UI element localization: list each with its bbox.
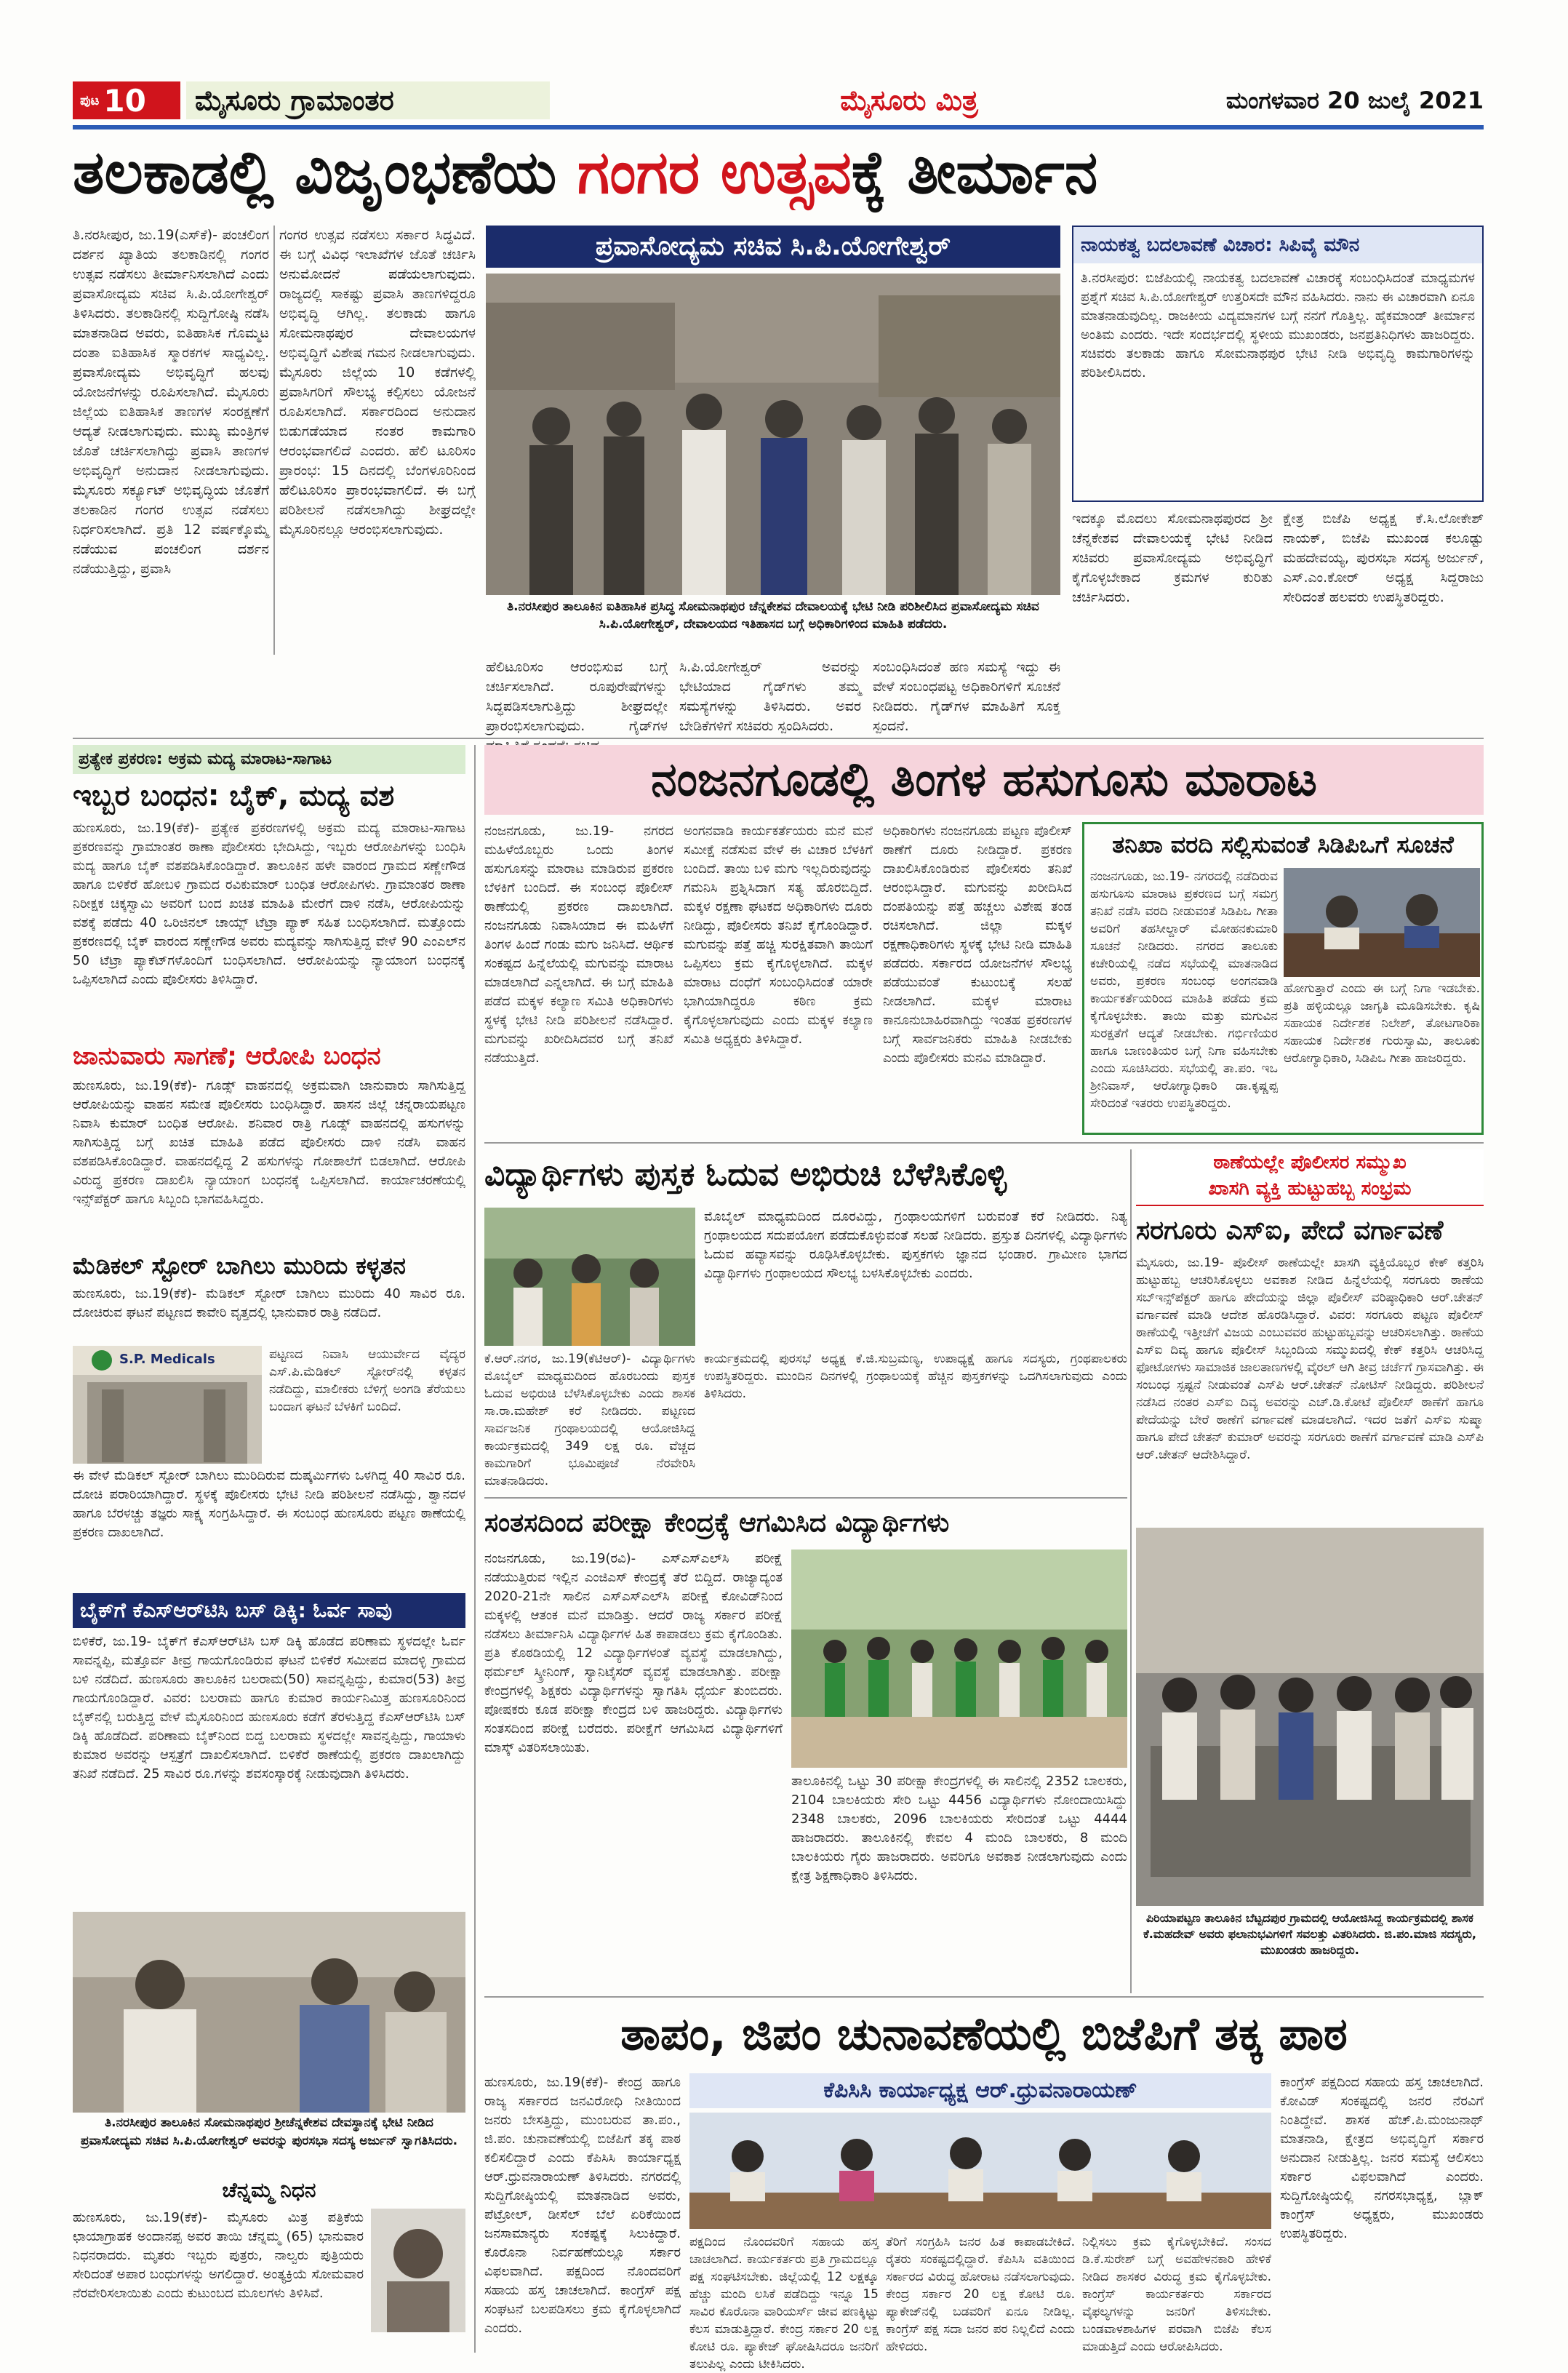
temple-visit-photo <box>486 274 1060 595</box>
lead-col-1: ತಿ.ನರಸೀಪುರ, ಜು.19(ಎಸ್‌ಕೆ)- ಪಂಚಲಿಂಗ ದರ್ಶನ ಖ್ಯಾತಿಯ ತಲಕಾಡಿನಲ್ಲಿ ಗಂಗರ ಉತ್ಸವ ನಡೆಸಲು ತೀರ್ಮಾನಿಸಲಾಗಿದೆ ಎಂದು ಪ್ರವಾಸೋದ್ಯಮ ಸಚಿವ ಸಿ.ಪಿ.ಯೋಗೇಶ್ವರ್ ತಿಳಿಸಿದರು. ತಲಕಾಡಿನಲ್ಲಿ ಸುದ್ದಿಗೋಷ್ಠಿ ನಡೆಸಿ ಮಾತನಾಡಿದ ಅವರು, ಐತಿಹಾಸಿಕ ಗೊಮ್ಮಟ ದಂತಾ ಐತಿಹಾಸಿಕ ಸ್ಮಾರಕಗಳ ಸಾಧ್ಯವಿಲ್ಲ. ಪ್ರವಾಸೋದ್ಯಮ ಅಭಿವೃದ್ಧಿಗೆ ಹಲವು ಯೋಜನೆಗಳನ್ನು ರೂಪಿಸಲಾಗಿದೆ. ಮೈಸೂರು ಜಿಲ್ಲೆಯ ಐತಿಹಾಸಿಕ ತಾಣಗಳ ಸಂರಕ್ಷಣೆಗೆ ಆದ್ಯತೆ ನೀಡಲಾಗುವುದು. ಮುಖ್ಯ ಮಂತ್ರಿಗಳ ಜೊತೆ ಚರ್ಚಿಸಲಾಗಿದ್ದು ಪ್ರವಾಸಿ ತಾಣಗಳ ಅಭಿವೃದ್ಧಿಗೆ ಅನುದಾನ ನೀಡಲಾಗುವುದು. ಮೈಸೂರು ಸರ್ಕ್ಯೂಟ್ ಅಭಿವೃದ್ಧಿಯ ಜೊತೆಗೆ ತಲಕಾಡಿನ ಗಂಗರ ಉತ್ಸವ ನಡೆಸಲು ನಿರ್ಧರಿಸಲಾಗಿದೆ. ಪ್ರತಿ 12 ವರ್ಷಕ್ಕೊಮ್ಮೆ ನಡೆಯುವ ಪಂಚಲಿಂಗ ದರ್ಶನ ನಡೆಯುತ್ತಿದ್ದು, ಪ್ರವಾಸಿ <box>73 227 269 577</box>
congress-col-5: ಕಾಂಗ್ರೆಸ್ ಪಕ್ಷದಿಂದ ಸಹಾಯ ಹಸ್ತ ಚಾಚಲಾಗಿದೆ. ಕೋವಿಡ್ ಸಂಕಷ್ಟದಲ್ಲಿ ಜನರ ನೆರವಿಗೆ ನಿಂತಿದ್ದೇವೆ. ಶಾಸಕ ಹೆಚ್.ಪಿ.ಮಂಜುನಾಥ್ ಮಾತನಾಡಿ, ಕ್ಷೇತ್ರದ ಅಭಿವೃದ್ಧಿಗೆ ಸರ್ಕಾರ ಅನುದಾನ ನೀಡುತ್ತಿಲ್ಲ. ಜನರ ಸಮಸ್ಯೆ ಆಲಿಸಲು ಸರ್ಕಾರ ವಿಫಲವಾಗಿದೆ ಎಂದರು. ಸುದ್ದಿಗೋಷ್ಠಿಯಲ್ಲಿ ನಗರಸಭಾಧ್ಯಕ್ಷ, ಬ್ಲಾಕ್ ಕಾಂಗ್ರೆಸ್ ಅಧ್ಯಕ್ಷರು, ಮುಖಂಡರು ಉಪಸ್ಥಿತರಿದ್ದರು. <box>1280 2075 1484 2241</box>
reading-body-2: ಕೆ.ಆರ್.ನಗರ, ಜು.19(ಕೆಟಿಆರ್)- ವಿದ್ಯಾರ್ಥಿಗಳು ಮೊಬೈಲ್ ಮಾಧ್ಯಮದಿಂದ ಹೊರಬಂದು ಪುಸ್ತಕ ಓದುವ ಅಭಿರುಚಿ ಬೆಳೆಸಿಕೊಳ್ಳಬೇಕು ಎಂದು ಶಾಸಕ ಸಾ.ರಾ.ಮಹೇಶ್ ಕರೆ ನೀಡಿದರು. ಪಟ್ಟಣದ ಸಾರ್ವಜನಿಕ ಗ್ರಂಥಾಲಯದಲ್ಲಿ ಆಯೋಜಿಸಿದ್ದ ಕಾರ್ಯಕ್ರಮದಲ್ಲಿ 349 ಲಕ್ಷ ರೂ. ವೆಚ್ಚದ ಕಾಮಗಾರಿಗೆ ಭೂಮಿಪೂಜೆ ನೆರವೇರಿಸಿ ಮಾತನಾಡಿದರು. <box>484 1352 695 1488</box>
page-number-box <box>73 81 180 119</box>
lead-photo-caption: ತಿ.ನರಸೀಪುರ ತಾಲೂಕಿನ ಐತಿಹಾಸಿಕ ಪ್ರಸಿದ್ಧ ಸೋಮನಾಥಪುರ ಚೆನ್ನಕೇಶವ ದೇವಾಲಯಕ್ಕೆ ಭೇಟಿ ನೀಡಿ ಪರಿಶೀಲಿಸಿದ ಪ್ರವಾಸೋದ್ಯಮ ಸಚಿವ ಸಿ.ಪಿ.ಯೋಗೇಶ್ವರ್, ದೇವಾಲಯದ ಇತಿಹಾಸದ ಬಗ್ಗೆ ಅಧಿಕಾರಿಗಳಿಂದ ಮಾಹಿತಿ ಪಡೆದರು. <box>507 599 1039 631</box>
exam-headline: ಸಂತಸದಿಂದ ಪರೀಕ್ಷಾ ಕೇಂದ್ರಕ್ಕೆ ಆಗಮಿಸಿದ ವಿದ್ಯಾರ್ಥಿಗಳು <box>484 1508 950 1538</box>
congress-sub: ಕೆಪಿಸಿಸಿ ಕಾರ್ಯಾಧ್ಯಕ್ಷ ಆರ್.ಧ್ರುವನಾರಾಯಣ್ <box>689 2073 1271 2108</box>
cdpo-headline: ತನಿಖಾ ವರದಿ ಸಲ್ಲಿಸುವಂತೆ ಸಿಡಿಪಿಒಗೆ ಸೂಚನೆ <box>1112 831 1454 858</box>
bike-story-body: ಹುಣಸೂರು, ಜು.19(ಕೆಕೆ)- ಪ್ರತ್ಯೇಕ ಪ್ರಕರಣಗಳಲ್ಲಿ ಅಕ್ರಮ ಮದ್ಯ ಮಾರಾಟ-ಸಾಗಾಟ ಪ್ರಕರಣವನ್ನು ಗ್ರಾಮಾಂತರ ಠಾಣಾ ಪೊಲೀಸರು ಭೇದಿಸಿದ್ದು, ಇಬ್ಬರು ಆರೋಪಿಗಳನ್ನು ಬಂಧಿಸಿ ಮದ್ಯ ಹಾಗೂ ಬೈಕ್ ವಶಪಡಿಸಿಕೊಂಡಿದ್ದಾರೆ. ತಾಲೂಕಿನ ಹಳೇ ವಾರಂದ ಗ್ರಾಮದ ಸಣ್ಣೇಗೌಡ ಹಾಗೂ ಬಿಳಿಕೆರೆ ಹೋಬಳಿ ಗ್ರಾಮದ ರವಿಕುಮಾರ್ ಬಂಧಿತ ಆರೋಪಿಗಳು. ಗ್ರಾಮಾಂತರ ಠಾಣಾ ನಿರೀಕ್ಷಕ ಚಿಕ್ಕಸ್ವಾಮಿ ಅವರಿಗೆ ಬಂದ ಖಚಿತ ಮಾಹಿತಿ ಮೇರೆಗೆ ದಾಳಿ ನಡೆಸಿ, ಆರೋಪಿಯನ್ನು ವಶಕ್ಕೆ ಪಡೆದು 40 ಒರಿಜಿನಲ್ ಚಾಯ್ಸ್ ಟೆಟ್ರಾ ಪ್ಯಾಕ್ ಸಹಿತ ಬಂಧಿಸಲಾಗಿದೆ. ಮತ್ತೊಂದು ಪ್ರಕರಣದಲ್ಲಿ ಬೈಕ್ ವಾರಂದ ಸಣ್ಣೇಗೌಡ ಅವರು ಮದ್ಯವನ್ನು ಸಾಗಿಸುತ್ತಿದ್ದ ವೇಳೆ 90 ಎಂಎಲ್‌ನ 50 ಟೆಟ್ರಾ ಪ್ಯಾಕೆಟ್‌ಗಳೊಂದಿಗೆ ಬಂಧಿಸಲಾಗಿದೆ. ಆರೋಪಿಯನ್ನು ನ್ಯಾಯಾಂಗ ಬಂಧನಕ್ಕೆ ಒಪ್ಪಿಸಲಾಗಿದೆ ಎಂದು ಪೊಲೀಸರು ತಿಳಿಸಿದ್ದಾರೆ. <box>73 821 465 987</box>
reading-headline: ವಿದ್ಯಾರ್ಥಿಗಳು ಪುಸ್ತಕ ಓದುವ ಅಭಿರುಚಿ ಬೆಳೆಸಿಕೊಳ್ಳಿ <box>484 1156 1007 1193</box>
lead-headline-c: ಕ್ಕೆ ತೀರ್ಮಾನ <box>851 138 1098 207</box>
nanjangud-headline: ನಂಜನಗೂಡಲ್ಲಿ ತಿಂಗಳ ಹಸುಗೂಸು ಮಾರಾಟ <box>484 745 1484 815</box>
police-headline: ಸರಗೂರು ಎಸ್‌ಐ, ಪೇದೆ ವರ್ಗಾವಣೆ <box>1136 1216 1444 1245</box>
sidebar-top-body: ತಿ.ನರಸೀಪುರ: ಬಿಜೆಪಿಯಲ್ಲಿ ನಾಯಕತ್ವ ಬದಲಾವಣೆ ವಿಚಾರಕ್ಕೆ ಸಂಬಂಧಿಸಿದಂತೆ ಮಾಧ್ಯಮಗಳ ಪ್ರಶ್ನೆಗೆ ಸಚಿವ ಸಿ.ಪಿ.ಯೋಗೇಶ್ವರ್ ಉತ್ತರಿಸದೇ ಮೌನ ವಹಿಸಿದರು. ನಾನು ಈ ವಿಚಾರವಾಗಿ ಏನೂ ಮಾತನಾಡುವುದಿಲ್ಲ. ರಾಜಕೀಯ ವಿದ್ಯಮಾನಗಳ ಬಗ್ಗೆ ನನಗೆ ಗೊತ್ತಿಲ್ಲ. ಹೈಕಮಾಂಡ್ ತೀರ್ಮಾನ ಅಂತಿಮ ಎಂದರು. ಇದೇ ಸಂದರ್ಭದಲ್ಲಿ ಸ್ಥಳೀಯ ಮುಖಂಡರು, ಜನಪ್ರತಿನಿಧಿಗಳು ಹಾಜರಿದ್ದರು. ಸಚಿವರು ತಲಕಾಡು ಹಾಗೂ ಸೋಮನಾಥಪುರ ಭೇಟಿ ನೀಡಿ ಅಭಿವೃದ್ಧಿ ಕಾಮಗಾರಿಗಳನ್ನು ಪರಿಶೀಲಿಸಿದರು. <box>1081 271 1475 380</box>
exam-students-image <box>791 1550 1127 1768</box>
medical-story-body: ಈ ವೇಳೆ ಮೆಡಿಕಲ್ ಸ್ಟೋರ್ ಬಾಗಿಲು ಮುರಿದಿರುವ ದುಷ್ಕರ್ಮಿಗಳು ಒಳಗಿದ್ದ 40 ಸಾವಿರ ರೂ. ದೋಚಿ ಪರಾರಿಯಾಗಿದ್ದಾರೆ. ಸ್ಥಳಕ್ಕೆ ಪೊಲೀಸರು ಭೇಟಿ ನೀಡಿ ಪರಿಶೀಲನೆ ನಡೆಸಿದ್ದು, ಶ್ವಾನದಳ ಹಾಗೂ ಬೆರಳಚ್ಚು ತಜ್ಞರು ಸಾಕ್ಷ್ಯ ಸಂಗ್ರಹಿಸಿದ್ದಾರೆ. ಈ ಸಂಬಂಧ ಹುಣಸೂರು ಪಟ್ಟಣ ಠಾಣೆಯಲ್ಲಿ ಪ್ರಕರಣ ದಾಖಲಾಗಿದೆ. <box>73 1468 465 1540</box>
lead-col-5: ಸಂಬಂಧಿಸಿದಂತೆ ಹಣ ಸಮಸ್ಯೆ ಇದ್ದು ಈ ವೇಳೆ ಸಂಬಂಧಪಟ್ಟ ಅಧಿಕಾರಿಗಳಿಗೆ ಸೂಚನೆ ನೀಡಿದರು. ಗೈಡ್‌ಗಳ ಮಾಹಿತಿಗೆ ಸೂಕ್ತ ಸ್ಪಂದನೆ. <box>873 659 1060 734</box>
obituary-photo <box>371 2209 465 2332</box>
congress-col-1: ಹುಣಸೂರು, ಜು.19(ಕೆಕೆ)- ಕೇಂದ್ರ ಹಾಗೂ ರಾಜ್ಯ ಸರ್ಕಾರದ ಜನವಿರೋಧಿ ನೀತಿಯಿಂದ ಜನರು ಬೇಸತ್ತಿದ್ದು, ಮುಂಬರುವ ತಾ.ಪಂ., ಜಿ.ಪಂ. ಚುನಾವಣೆಯಲ್ಲಿ ಬಿಜೆಪಿಗೆ ತಕ್ಕ ಪಾಠ ಕಲಿಸಲಿದ್ದಾರೆ ಎಂದು ಕೆಪಿಸಿಸಿ ಕಾರ್ಯಾಧ್ಯಕ್ಷ ಆರ್.ಧ್ರುವನಾರಾಯಣ್ ತಿಳಿಸಿದರು. ನಗರದಲ್ಲಿ ಸುದ್ದಿಗೋಷ್ಠಿಯಲ್ಲಿ ಮಾತನಾಡಿದ ಅವರು, ಪೆಟ್ರೋಲ್, ಡೀಸೆಲ್ ಬೆಲೆ ಏರಿಕೆಯಿಂದ ಜನಸಾಮಾನ್ಯರು ಸಂಕಷ್ಟಕ್ಕೆ ಸಿಲುಕಿದ್ದಾರೆ. ಕೊರೊನಾ ನಿರ್ವಹಣೆಯಲ್ಲೂ ಸರ್ಕಾರ ವಿಫಲವಾಗಿದೆ. ಪಕ್ಷದಿಂದ ನೊಂದವರಿಗೆ ಸಹಾಯ ಹಸ್ತ ಚಾಚಲಾಗಿದೆ. ಕಾಂಗ್ರೆಸ್ ಪಕ್ಷ ಸಂಘಟನೆ ಬಲಪಡಿಸಲು ಕ್ರಮ ಕೈಗೊಳ್ಳಲಾಗಿದೆ ಎಂದರು. <box>484 2075 681 2336</box>
paper-name: ಮೈಸೂರು ಮಿತ್ರ <box>840 84 978 116</box>
section-rule-2 <box>484 1142 1484 1144</box>
congress-headline: ತಾಪಂ, ಜಿಪಂ ಚುನಾವಣೆಯಲ್ಲಿ ಬಿಜೆಪಿಗೆ ತಕ್ಕ ಪಾಠ <box>620 2007 1348 2060</box>
lead-headline-a: ತಲಕಾಡಲ್ಲಿ ವಿಜೃಂಭಣೆಯ <box>73 138 577 207</box>
welcome-image <box>73 1912 465 2113</box>
nanjangud-col-3: ಅಧಿಕಾರಿಗಳು ನಂಜನಗೂಡು ಪಟ್ಟಣ ಪೊಲೀಸ್ ಠಾಣೆಗೆ ದೂರು ನೀಡಿದ್ದಾರೆ. ಪ್ರಕರಣ ದಾಖಲಿಸಿಕೊಂಡಿರುವ ಪೊಲೀಸರು ತನಿಖೆ ಆರಂಭಿಸಿದ್ದಾರೆ. ಮಗುವನ್ನು ಖರೀದಿಸಿದ ದಂಪತಿಯನ್ನು ಪತ್ತೆ ಹಚ್ಚಲು ವಿಶೇಷ ತಂಡ ರಚಿಸಲಾಗಿದೆ. ಜಿಲ್ಲಾ ಮಕ್ಕಳ ರಕ್ಷಣಾಧಿಕಾರಿಗಳು ಸ್ಥಳಕ್ಕೆ ಭೇಟಿ ನೀಡಿ ಮಾಹಿತಿ ಪಡೆದರು. ಸರ್ಕಾರದ ಯೋಜನೆಗಳ ಸೌಲಭ್ಯ ಪಡೆಯುವಂತೆ ಕುಟುಂಬಕ್ಕೆ ಸಲಹೆ ನೀಡಲಾಗಿದೆ. ಮಕ್ಕಳ ಮಾರಾಟ ಕಾನೂನುಬಾಹಿರವಾಗಿದ್ದು ಇಂತಹ ಪ್ರಕರಣಗಳ ಬಗ್ಗೆ ಸಾರ್ವಜನಿಕರು ಮಾಹಿತಿ ನೀಡಬೇಕು ಎಂದು ಪೊಲೀಸರು ಮನವಿ ಮಾಡಿದ್ದಾರೆ. <box>883 823 1072 1066</box>
nanjangud-col-1: ನಂಜನಗೂಡು, ಜು.19- ನಗರದ ಮಹಿಳೆಯೊಬ್ಬರು ಒಂದು ತಿಂಗಳ ಹಸುಗೂಸನ್ನು ಮಾರಾಟ ಮಾಡಿರುವ ಪ್ರಕರಣ ಬೆಳಕಿಗೆ ಬಂದಿದೆ. ಈ ಸಂಬಂಧ ಪೊಲೀಸ್ ಠಾಣೆಯಲ್ಲಿ ಪ್ರಕರಣ ದಾಖಲಾಗಿದೆ. ನಂಜನಗೂಡು ನಿವಾಸಿಯಾದ ಈ ಮಹಿಳೆಗೆ ತಿಂಗಳ ಹಿಂದೆ ಗಂಡು ಮಗು ಜನಿಸಿದೆ. ಆರ್ಥಿಕ ಸಂಕಷ್ಟದ ಹಿನ್ನೆಲೆಯಲ್ಲಿ ಮಗುವನ್ನು ಮಾರಾಟ ಮಾಡಲಾಗಿದೆ ಎನ್ನಲಾಗಿದೆ. ಈ ಬಗ್ಗೆ ಮಾಹಿತಿ ಪಡೆದ ಮಕ್ಕಳ ಕಲ್ಯಾಣ ಸಮಿತಿ ಅಧಿಕಾರಿಗಳು ಸ್ಥಳಕ್ಕೆ ಭೇಟಿ ನೀಡಿ ಪರಿಶೀಲನೆ ನಡೆಸಿದ್ದಾರೆ. ಮಗುವನ್ನು ಖರೀದಿಸಿದವರ ಬಗ್ಗೆ ತನಿಖೆ ನಡೆಯುತ್ತಿದೆ. <box>484 823 673 1066</box>
lead-col-2: ಗಂಗರ ಉತ್ಸವ ನಡೆಸಲು ಸರ್ಕಾರ ಸಿದ್ಧವಿದೆ. ಈ ಬಗ್ಗೆ ವಿವಿಧ ಇಲಾಖೆಗಳ ಜೊತೆ ಚರ್ಚಿಸಿ ಅನುಮೋದನೆ ಪಡೆಯಲಾಗುವುದು. ರಾಜ್ಯದಲ್ಲಿ ಸಾಕಷ್ಟು ಪ್ರವಾಸಿ ತಾಣಗಳಿದ್ದರೂ ಅಭಿವೃದ್ಧಿ ಆಗಿಲ್ಲ. ತಲಕಾಡು ಹಾಗೂ ಸೋಮನಾಥಪುರ ದೇವಾಲಯಗಳ ಅಭಿವೃದ್ಧಿಗೆ ವಿಶೇಷ ಗಮನ ನೀಡಲಾಗುವುದು. ಮೈಸೂರು ಜಿಲ್ಲೆಯ 10 ಕಡೆಗಳಲ್ಲಿ ಪ್ರವಾಸಿಗರಿಗೆ ಸೌಲಭ್ಯ ಕಲ್ಪಿಸಲು ಯೋಜನೆ ರೂಪಿಸಲಾಗಿದೆ. ಸರ್ಕಾರದಿಂದ ಅನುದಾನ ಬಿಡುಗಡೆಯಾದ ನಂತರ ಕಾಮಗಾರಿ ಆರಂಭವಾಗಲಿದೆ ಎಂದರು. ಹೆಲಿ ಟೂರಿಸಂ ಪ್ರಾರಂಭ: 15 ದಿನದಲ್ಲಿ ಬೆಂಗಳೂರಿನಿಂದ ಹೆಲಿಟೂರಿಸಂ ಪ್ರಾರಂಭವಾಗಲಿದೆ. ಈ ಬಗ್ಗೆ ಪರಿಶೀಲನೆ ನಡೆಸಲಾಗಿದ್ದು ಶೀಘ್ರದಲ್ಲೇ ಮೈಸೂರಿನಲ್ಲೂ ಆರಂಭಿಸಲಾಗುವುದು. <box>279 227 476 538</box>
police-body: ಮೈಸೂರು, ಜು.19- ಪೊಲೀಸ್ ಠಾಣೆಯಲ್ಲೇ ಖಾಸಗಿ ವ್ಯಕ್ತಿಯೊಬ್ಬರ ಕೇಕ್ ಕತ್ತರಿಸಿ ಹುಟ್ಟುಹಬ್ಬ ಆಚರಿಸಿಕೊಳ್ಳಲು ಅವಕಾಶ ನೀಡಿದ ಹಿನ್ನೆಲೆಯಲ್ಲಿ ಸರಗೂರು ಠಾಣೆಯ ಸಬ್‌ಇನ್ಸ್‌ಪೆಕ್ಟರ್ ಹಾಗೂ ಪೇದೆಯನ್ನು ಜಿಲ್ಲಾ ಪೊಲೀಸ್ ವರಿಷ್ಠಾಧಿಕಾರಿ ಆರ್.ಚೇತನ್ ವರ್ಗಾವಣೆ ಮಾಡಿ ಆದೇಶ ಹೊರಡಿಸಿದ್ದಾರೆ. ವಿವರ: ಸರಗೂರು ಪಟ್ಟಣ ಪೊಲೀಸ್ ಠಾಣೆಯಲ್ಲಿ ಇತ್ತೀಚೆಗೆ ವಿಜಯ ಎಂಬುವವರ ಹುಟ್ಟುಹಬ್ಬವನ್ನು ಆಚರಿಸಲಾಗಿತ್ತು. ಠಾಣೆಯ ಎಸ್‌ಐ ದಿವ್ಯ ಹಾಗೂ ಪೊಲೀಸ್ ಸಿಬ್ಬಂದಿಯ ಸಮ್ಮುಖದಲ್ಲಿ ಕೇಕ್ ಕತ್ತರಿಸಿ ಆಚರಿಸಿದ್ದ ಫೋಟೋಗಳು ಸಾಮಾಜಿಕ ಜಾಲತಾಣಗಳಲ್ಲಿ ವೈರಲ್ ಆಗಿ ತೀವ್ರ ಚರ್ಚೆಗೆ ಗ್ರಾಸವಾಗಿತ್ತು. ಈ ಸಂಬಂಧ ಸ್ಪಷ್ಟನೆ ನೀಡುವಂತೆ ಎಸ್‌ಪಿ ಆರ್.ಚೇತನ್ ನೋಟಿಸ್ ನೀಡಿದ್ದರು. ಪರಿಶೀಲನೆ ನಡೆಸಿದ ನಂತರ ಎಸ್‌ಐ ದಿವ್ಯ ಅವರನ್ನು ಎಚ್.ಡಿ.ಕೋಟೆ ಪೊಲೀಸ್ ಠಾಣೆಗೆ ಹಾಗೂ ಪೇದೆಯನ್ನು ಬೇರೆ ಠಾಣೆಗೆ ವರ್ಗಾವಣೆ ಮಾಡಲಾಗಿದೆ. ಇದರ ಜತೆಗೆ ಎಸ್‌ಐ ಸುಷ್ಮಾ ಹಾಗೂ ಪೇದೆ ಚೇತನ್ ಕುಮಾರ್ ಅವರನ್ನು ಸರಗೂರು ಠಾಣೆಗೆ ವರ್ಗಾವಣೆ ಮಾಡಿ ಎಸ್‌ಪಿ ಆರ್.ಚೇತನ್ ಆದೇಶಿಸಿದ್ದಾರೆ. <box>1136 1256 1484 1462</box>
cdpo-body: ನಂಜನಗೂಡು, ಜು.19- ನಗರದಲ್ಲಿ ನಡೆದಿರುವ ಹಸುಗೂಸು ಮಾರಾಟ ಪ್ರಕರಣದ ಬಗ್ಗೆ ಸಮಗ್ರ ತನಿಖೆ ನಡೆಸಿ ವರದಿ ನೀಡುವಂತೆ ಸಿಡಿಪಿಒ ಗೀತಾ ಅವರಿಗೆ ತಹಸೀಲ್ದಾರ್ ಮೋಹನಕುಮಾರಿ ಸೂಚನೆ ನೀಡಿದರು. ನಗರದ ತಾಲೂಕು ಕಚೇರಿಯಲ್ಲಿ ನಡೆದ ಸಭೆಯಲ್ಲಿ ಮಾತನಾಡಿದ ಅವರು, ಪ್ರಕರಣ ಸಂಬಂಧ ಅಂಗನವಾಡಿ ಕಾರ್ಯಕರ್ತೆಯರಿಂದ ಮಾಹಿತಿ ಪಡೆದು ಕ್ರಮ ಕೈಗೊಳ್ಳಬೇಕು. ತಾಯಿ ಮತ್ತು ಮಗುವಿನ ಸುರಕ್ಷತೆಗೆ ಆದ್ಯತೆ ನೀಡಬೇಕು. ಗರ್ಭಿಣಿಯರ ಹಾಗೂ ಬಾಣಂತಿಯರ ಬಗ್ಗೆ ನಿಗಾ ವಹಿಸಬೇಕು ಎಂದು ಸೂಚಿಸಿದರು. ಸಭೆಯಲ್ಲಿ ತಾ.ಪಂ. ಇಒ ಶ್ರೀನಿವಾಸ್, ಆರೋಗ್ಯಾಧಿಕಾರಿ ಡಾ.ಕೃಷ್ಣಪ್ಪ ಸೇರಿದಂತೆ ಇತರರು ಉಪಸ್ಥಿತರಿದ್ದರು. <box>1090 869 1278 1111</box>
bike-story-kicker: ಪ್ರತ್ಯೇಕ ಪ್ರಕರಣ: ಅಕ್ರಮ ಮದ್ಯ ಮಾರಾಟ-ಸಾಗಾಟ <box>73 745 465 774</box>
congress-photo <box>689 2113 1271 2229</box>
exam-photo <box>791 1550 1127 1768</box>
cdpo-photo <box>1284 868 1480 977</box>
medical-store-sign: S.P. Medicals <box>119 1352 215 1367</box>
cdpo-meeting-image <box>1284 868 1480 977</box>
middle-divider <box>1130 1149 1132 1528</box>
left-column-divider <box>474 745 476 2353</box>
masthead <box>73 76 1484 124</box>
obituary-portrait <box>371 2209 465 2332</box>
cattle-story-body: ಹುಣಸೂರು, ಜು.19(ಕೆಕೆ)- ಗೂಡ್ಸ್ ವಾಹನದಲ್ಲಿ ಅಕ್ರಮವಾಗಿ ಜಾನುವಾರು ಸಾಗಿಸುತ್ತಿದ್ದ ಆರೋಪಿಯನ್ನು ವಾಹನ ಸಮೇತ ಪೊಲೀಸರು ಬಂಧಿಸಿದ್ದಾರೆ. ಹಾಸನ ಜಿಲ್ಲೆ ಚನ್ನರಾಯಪಟ್ಟಣ ನಿವಾಸಿ ಕುಮಾರ್ ಬಂಧಿತ ಆರೋಪಿ. ಶನಿವಾರ ರಾತ್ರಿ ಗೂಡ್ಸ್ ವಾಹನದಲ್ಲಿ ಹಸುಗಳನ್ನು ಸಾಗಿಸುತ್ತಿದ್ದ ಬಗ್ಗೆ ಖಚಿತ ಮಾಹಿತಿ ಪಡೆದ ಪೊಲೀಸರು ದಾಳಿ ನಡೆಸಿ ವಾಹನ ವಶಪಡಿಸಿಕೊಂಡಿದ್ದಾರೆ. ವಾಹನದಲ್ಲಿದ್ದ 2 ಹಸುಗಳನ್ನು ಗೋಶಾಲೆಗೆ ಬಿಡಲಾಗಿದೆ. ಆರೋಪಿ ವಿರುದ್ಧ ಪ್ರಕರಣ ದಾಖಲಿಸಿ ನ್ಯಾಯಾಂಗ ಬಂಧನಕ್ಕೆ ಒಪ್ಪಿಸಲಾಗಿದೆ. ಕಾರ್ಯಾಚರಣೆಯಲ್ಲಿ ಇನ್ಸ್‌ಪೆಕ್ಟರ್ ಹಾಗೂ ಸಿಬ್ಬಂದಿ ಭಾಗವಹಿಸಿದ್ದರು. <box>73 1078 465 1207</box>
tractor-event-image <box>1136 1528 1484 1906</box>
reading-event-image <box>484 1208 695 1346</box>
exam-stats: ತಾಲೂಕಿನಲ್ಲಿ ಒಟ್ಟು 30 ಪರೀಕ್ಷಾ ಕೇಂದ್ರಗಳಲ್ಲಿ ಈ ಸಾಲಿನಲ್ಲಿ 2352 ಬಾಲಕರು, 2104 ಬಾಲಕಿಯರು ಸೇರಿ ಒಟ್ಟು 4456 ವಿದ್ಯಾರ್ಥಿಗಳು ನೋಂದಾಯಿಸಿದ್ದು 2348 ಬಾಲಕರು, 2096 ಬಾಲಕಿಯರು ಸೇರಿದಂತೆ ಒಟ್ಟು 4444 ಹಾಜರಾದರು. ತಾಲೂಕಿನಲ್ಲಿ ಕೇವಲ 4 ಮಂದಿ ಬಾಲಕರು, 8 ಮಂದಿ ಬಾಲಕಿಯರು ಗೈರು ಹಾಜರಾದರು. ಅವರಿಗೂ ಅವಕಾಶ ನೀಡಲಾಗುವುದು ಎಂದು ಕ್ಷೇತ್ರ ಶಿಕ್ಷಣಾಧಿಕಾರಿ ತಿಳಿಸಿದರು. <box>791 1774 1127 1883</box>
congress-col-3: ತೆರಿಗೆ ಸಂಗ್ರಹಿಸಿ ಜನರ ಹಿತ ಕಾಪಾಡಬೇಕಿದೆ. ರೈತರು ಸಂಕಷ್ಟದಲ್ಲಿದ್ದಾರೆ. ಕೆಪಿಸಿಸಿ ವತಿಯಿಂದ ಸರ್ಕಾರದ ವಿರುದ್ಧ ಹೋರಾಟ ನಡೆಸಲಾಗುವುದು. ಕೇಂದ್ರ ಸರ್ಕಾರ 20 ಲಕ್ಷ ಕೋಟಿ ರೂ. ಪ್ಯಾಕೇಜ್‌ನಲ್ಲಿ ಬಡವರಿಗೆ ಏನೂ ನೀಡಿಲ್ಲ. ಕಾಂಗ್ರೆಸ್ ಪಕ್ಷ ಸದಾ ಜನರ ಪರ ನಿಲ್ಲಲಿದೆ ಎಂದು ಹೇಳಿದರು. <box>886 2235 1075 2354</box>
medical-story-side: ಪಟ್ಟಣದ ನಿವಾಸಿ ಆಯುರ್ವೇದ ವೈದ್ಯರ ಎಸ್.ಪಿ.ಮೆಡಿಕಲ್ ಸ್ಟೋರ್‌ನಲ್ಲಿ ಕಳ್ಳತನ ನಡೆದಿದ್ದು, ಮಾಲೀಕರು ಬೆಳಿಗ್ಗೆ ಅಂಗಡಿ ತೆರೆಯಲು ಬಂದಾಗ ಘಟನೆ ಬೆಳಕಿಗೆ ಬಂದಿದೆ. <box>269 1347 465 1414</box>
lead-divider <box>273 226 275 655</box>
police-kicker-text: ಠಾಣೆಯಲ್ಲೇ ಪೊಲೀಸರ ಸಮ್ಮುಖ ಖಾಸಗಿ ವ್ಯಕ್ತಿ ಹುಟ್ಟುಹಬ್ಬ ಸಂಭ್ರಮ <box>1208 1152 1412 1200</box>
congress-col-4: ನಿಲ್ಲಿಸಲು ಕ್ರಮ ಕೈಗೊಳ್ಳಬೇಕಿದೆ. ಸಂಸದ ಡಿ.ಕೆ.ಸುರೇಶ್ ಬಗ್ಗೆ ಅವಹೇಳನಕಾರಿ ಹೇಳಿಕೆ ನೀಡಿದ ಶಾಸಕರ ವಿರುದ್ಧ ಕ್ರಮ ಕೈಗೊಳ್ಳಬೇಕು. ಕಾಂಗ್ರೆಸ್ ಕಾರ್ಯಕರ್ತರು ಸರ್ಕಾರದ ವೈಫಲ್ಯಗಳನ್ನು ಜನರಿಗೆ ತಿಳಿಸಬೇಕು. ಬಂಡವಾಳಶಾಹಿಗಳ ಪರವಾಗಿ ಬಿಜೆಪಿ ಕೆಲಸ ಮಾಡುತ್ತಿದೆ ಎಂದು ಆರೋಪಿಸಿದರು. <box>1082 2235 1271 2354</box>
lead-sub-banner: ಪ್ರವಾಸೋದ್ಯಮ ಸಚಿವ ಸಿ.ಪಿ.ಯೋಗೇಶ್ವರ್ <box>486 226 1060 268</box>
lead-headline <box>73 134 1484 212</box>
section-rule-4 <box>484 1996 1484 1998</box>
reading-body: ಮೊಬೈಲ್ ಮಾಧ್ಯಮದಿಂದ ದೂರವಿದ್ದು, ಗ್ರಂಥಾಲಯಗಳಿಗೆ ಬರುವಂತೆ ಕರೆ ನೀಡಿದರು. ನಿತ್ಯ ಗ್ರಂಥಾಲಯದ ಸದುಪಯೋಗ ಪಡೆದುಕೊಳ್ಳುವಂತೆ ಸಲಹೆ ನೀಡಿದರು. ಪ್ರಸ್ತುತ ದಿನಗಳಲ್ಲಿ ವಿದ್ಯಾರ್ಥಿಗಳು ಓದುವ ಹವ್ಯಾಸವನ್ನು ರೂಢಿಸಿಕೊಳ್ಳಬೇಕು. ಪುಸ್ತಕಗಳು ಜ್ಞಾನದ ಭಂಡಾರ. ಗ್ರಾಮೀಣ ಭಾಗದ ವಿದ್ಯಾರ್ಥಿಗಳು ಗ್ರಂಥಾಲಯದ ಸೌಲಭ್ಯ ಬಳಸಿಕೊಳ್ಳಬೇಕು ಎಂದರು. <box>704 1209 1127 1281</box>
tractor-caption: ಪಿರಿಯಾಪಟ್ಟಣ ತಾಲೂಕಿನ ಬೆಟ್ಟದಪುರ ಗ್ರಾಮದಲ್ಲಿ ಆಯೋಜಿಸಿದ್ದ ಕಾರ್ಯಕ್ರಮದಲ್ಲಿ ಶಾಸಕ ಕೆ.ಮಹದೇವ್ ಅವರು ಫಲಾನುಭವಿಗಳಿಗೆ ಸವಲತ್ತು ವಿತರಿಸಿದರು. ಜಿ.ಪಂ.ಮಾಜಿ ಸದಸ್ಯರು, ಮುಖಂಡರು ಹಾಜರಿದ್ದರು. <box>1143 1911 1477 1957</box>
accident-story-body: ಬಿಳಿಕೆರೆ, ಜು.19- ಬೈಕ್‌ಗೆ ಕೆಎಸ್‌ಆರ್‌ಟಿಸಿ ಬಸ್ ಡಿಕ್ಕಿ ಹೊಡೆದ ಪರಿಣಾಮ ಸ್ಥಳದಲ್ಲೇ ಓರ್ವ ಸಾವನ್ನಪ್ಪಿ, ಮತ್ತೊರ್ವ ತೀವ್ರ ಗಾಯಗೊಂಡಿರುವ ಘಟನೆ ಬಿಳಿಕೆರೆ ಸಮೀಪದ ಮಾದಳ್ಳಿ ಗ್ರಾಮದ ಬಳಿ ನಡೆದಿದೆ. ಹುಣಸೂರು ತಾಲೂಕಿನ ಬಲರಾಮ(50) ಸಾವನ್ನಪ್ಪಿದ್ದು, ಕುಮಾರ(53) ತೀವ್ರ ಗಾಯಗೊಂಡಿದ್ದಾರೆ. ವಿವರ: ಬಲರಾಮ ಹಾಗೂ ಕುಮಾರ ಕಾರ್ಯನಿಮಿತ್ತ ಹುಣಸೂರಿನಿಂದ ಬೈಕ್‌ನಲ್ಲಿ ಬರುತ್ತಿದ್ದ ವೇಳೆ ಮೈಸೂರಿನಿಂದ ಹುಣಸೂರು ಕಡೆಗೆ ತೆರಳುತ್ತಿದ್ದ ಕೆಎಸ್‌ಆರ್‌ಟಿಸಿ ಬಸ್ ಡಿಕ್ಕಿ ಹೊಡೆದಿದೆ. ಪರಿಣಾಮ ಬೈಕ್‌ನಿಂದ ಬಿದ್ದ ಬಲರಾಮ ಸ್ಥಳದಲ್ಲೇ ಸಾವನ್ನಪ್ಪಿದ್ದು, ಗಾಯಾಳು ಕುಮಾರ ಅವರನ್ನು ಆಸ್ಪತ್ರೆಗೆ ದಾಖಲಿಸಲಾಗಿದೆ. ಬಿಳಿಕೆರೆ ಠಾಣೆಯಲ್ಲಿ ಪ್ರಕರಣ ದಾಖಲಾಗಿದ್ದು ತನಿಖೆ ನಡೆದಿದೆ. 25 ಸಾವಿರ ರೂ.ಗಳನ್ನು ಶವಸಂಸ್ಕಾರಕ್ಕೆ ನೀಡುವುದಾಗಿ ತಿಳಿಸಿದರು. <box>73 1634 465 1782</box>
obituary-body: ಹುಣಸೂರು, ಜು.19(ಕೆಕೆ)- ಮೈಸೂರು ಮಿತ್ರ ಪತ್ರಿಕೆಯ ಛಾಯಾಗ್ರಾಹಕ ಅಂದಾನಪ್ಪ ಅವರ ತಾಯಿ ಚೆನ್ನಮ್ಮ (65) ಭಾನುವಾರ ನಿಧನರಾದರು. ಮೃತರು ಇಬ್ಬರು ಪುತ್ರರು, ನಾಲ್ವರು ಪುತ್ರಿಯರು ಸೇರಿದಂತೆ ಅಪಾರ ಬಂಧುಗಳನ್ನು ಅಗಲಿದ್ದಾರೆ. ಅಂತ್ಯಕ್ರಿಯೆ ಸೋಮವಾರ ನೆರವೇರಿಸಲಾಯಿತು ಎಂದು ಕುಟುಂಬದ ಮೂಲಗಳು ತಿಳಿಸಿವೆ. <box>73 2210 364 2301</box>
section-rule-3 <box>484 1497 1127 1499</box>
lead-headline-b: ಗಂಗರ ಉತ್ಸವ <box>577 138 852 207</box>
accident-story-headline: ಬೈಕ್‌ಗೆ ಕೆಎಸ್‌ಆರ್‌ಟಿಸಿ ಬಸ್ ಡಿಕ್ಕಿ: ಓರ್ವ ಸಾವು <box>73 1593 465 1628</box>
cattle-story-headline: ಜಾನುವಾರು ಸಾಗಣೆ; ಆರೋಪಿ ಬಂಧನ <box>73 1042 381 1071</box>
lead-col-3: ಹೆಲಿಟೂರಿಸಂ ಆರಂಭಿಸುವ ಬಗ್ಗೆ ಚರ್ಚಿಸಲಾಗಿದೆ. ರೂಪುರೇಷೆಗಳನ್ನು ಸಿದ್ಧಪಡಿಸಲಾಗುತ್ತಿದ್ದು ಶೀಘ್ರದಲ್ಲೇ ಪ್ರಾರಂಭಿಸಲಾಗುವುದು. ಗೈಡ್‌ಗಳ <box>486 659 668 734</box>
welcome-photo-caption: ತಿ.ನರಸೀಪುರ ತಾಲೂಕಿನ ಸೋಮನಾಥಪುರ ಶ್ರೀಚೆನ್ನಕೇಶವ ದೇವಸ್ಥಾನಕ್ಕೆ ಭೇಟಿ ನೀಡಿದ ಪ್ರವಾಸೋದ್ಯಮ ಸಚಿವ ಸಿ.ಪಿ.ಯೋಗೇಶ್ವರ್ ಅವರನ್ನು ಪುರಸಭಾ ಸದಸ್ಯ ಅರ್ಜುನ್ ಸ್ವಾಗತಿಸಿದರು. <box>80 2115 458 2148</box>
bike-story-headline: ಇಬ್ಬರ ಬಂಧನ: ಬೈಕ್, ಮದ್ಯ ವಶ <box>73 779 395 813</box>
police-kicker <box>1136 1149 1484 1206</box>
section-rule-1 <box>73 738 1484 739</box>
sidebar-top <box>1072 226 1484 502</box>
sidebar-extra-right: ಕ್ಷೇತ್ರ ಬಿಜೆಪಿ ಅಧ್ಯಕ್ಷ ಕೆ.ಸಿ.ಲೋಕೇಶ್ ನಾಯಕ್, ಬಿಜೆಪಿ ಮುಖಂಡ ಕಲೂಡ್ಟು ಮಹದೇವಯ್ಯ, ಪುರಸಭಾ ಸದಸ್ಯ ಅರ್ಜುನ್, ಎಸ್.ಎಂ.ಕೋರ್ ಅಧ್ಯಕ್ಷ ಸಿದ್ದರಾಜು ಸೇರಿದಂತೆ ಹಲವರು ಉಪಸ್ಥಿತರಿದ್ದರು. <box>1283 511 1484 605</box>
obituary-headline: ಚೆನ್ನಮ್ಮ ನಿಧನ <box>222 2178 316 2202</box>
reading-side: ಕಾರ್ಯಕ್ರಮದಲ್ಲಿ ಪುರಸಭೆ ಅಧ್ಯಕ್ಷ ಕೆ.ಜಿ.ಸುಬ್ರಮಣ್ಯ, ಉಪಾಧ್ಯಕ್ಷೆ ಹಾಗೂ ಸದಸ್ಯರು, ಗ್ರಂಥಪಾಲಕರು ಉಪಸ್ಥಿತರಿದ್ದರು. ಮುಂದಿನ ದಿನಗಳಲ್ಲಿ ಗ್ರಂಥಾಲಯಕ್ಕೆ ಹೆಚ್ಚಿನ ಪುಸ್ತಕಗಳನ್ನು ಒದಗಿಸಲಾಗುವುದು ಎಂದು ತಿಳಿಸಿದರು. <box>704 1352 1127 1401</box>
nanjangud-col-2: ಅಂಗನವಾಡಿ ಕಾರ್ಯಕರ್ತೆಯರು ಮನೆ ಮನೆ ಸಮೀಕ್ಷೆ ನಡೆಸುವ ವೇಳೆ ಈ ವಿಚಾರ ಬೆಳಕಿಗೆ ಬಂದಿದೆ. ತಾಯಿ ಬಳಿ ಮಗು ಇಲ್ಲದಿರುವುದನ್ನು ಗಮನಿಸಿ ಪ್ರಶ್ನಿಸಿದಾಗ ಸತ್ಯ ಹೊರಬಿದ್ದಿದೆ. ಮಕ್ಕಳ ರಕ್ಷಣಾ ಘಟಕದ ಅಧಿಕಾರಿಗಳು ದೂರು ನೀಡಿದ್ದು, ಪೊಲೀಸರು ತನಿಖೆ ಕೈಗೊಂಡಿದ್ದಾರೆ. ಮಗುವನ್ನು ಪತ್ತೆ ಹಚ್ಚಿ ಸುರಕ್ಷಿತವಾಗಿ ತಾಯಿಗೆ ಒಪ್ಪಿಸಲು ಕ್ರಮ ಕೈಗೊಳ್ಳಲಾಗಿದೆ. ಮಕ್ಕಳ ಮಾರಾಟ ದಂಧೆಗೆ ಸಂಬಂಧಿಸಿದಂತೆ ಯಾರೇ ಭಾಗಿಯಾಗಿದ್ದರೂ ಕಠಿಣ ಕ್ರಮ ಕೈಗೊಳ್ಳಲಾಗುವುದು ಎಂದು ಮಕ್ಕಳ ಕಲ್ಯಾಣ ಸಮಿತಿ ಅಧ್ಯಕ್ಷರು ತಿಳಿಸಿದ್ದಾರೆ. <box>684 823 873 1047</box>
medical-story-headline: ಮೆಡಿಕಲ್ ಸ್ಟೋರ್ ಬಾಗಿಲು ಮುರಿದು ಕಳ್ಳತನ <box>73 1252 406 1280</box>
section-title: ಮೈಸೂರು ಗ್ರಾಮಾಂತರ <box>186 81 550 119</box>
lead-col-4: ಸಿ.ಪಿ.ಯೋಗೇಶ್ವರ್ ಅವರನ್ನು ಭೇಟಿಯಾದ ಗೈಡ್‌ಗಳು ತಮ್ಮ ಸಮಸ್ಯೆಗಳನ್ನು ತಿಳಿಸಿದರು. ಅವರ ಬೇಡಿಕೆಗಳಿಗೆ ಸಚಿವರು ಸ್ಪಂದಿಸಿದರು. <box>679 659 861 734</box>
page-number: 10 <box>103 82 146 119</box>
cdpo-body-2: ಹೋಗುತ್ತಾರೆ ಎಂದು ಈ ಬಗ್ಗೆ ನಿಗಾ ಇಡಬೇಕು. ಪ್ರತಿ ಹಳ್ಳಿಯಲ್ಲೂ ಜಾಗೃತಿ ಮೂಡಿಸಬೇಕು. ಕೃಷಿ ಸಹಾಯಕ ನಿರ್ದೇಶಕ ನಿಲೇಶ್, ತೋಟಗಾರಿಕಾ ಸಹಾಯಕ ನಿರ್ದೇಶಕ ಗುರುಸ್ವಾಮಿ, ತಾಲೂಕು ಆರೋಗ್ಯಾಧಿಕಾರಿ, ಸಿಡಿಪಿಒ ಗೀತಾ ಹಾಜರಿದ್ದರು. <box>1284 981 1480 1066</box>
sidebar-extra-left: ಇದಕ್ಕೂ ಮೊದಲು ಸೋಮನಾಥಪುರದ ಶ್ರೀ ಚೆನ್ನಕೇಶವ ದೇವಾಲಯಕ್ಕೆ ಭೇಟಿ ನೀಡಿದ ಸಚಿವರು ಪ್ರವಾಸೋದ್ಯಮ ಅಭಿವೃದ್ಧಿಗೆ ಕೈಗೊಳ್ಳಬೇಕಾದ ಕ್ರಮಗಳ ಕುರಿತು ಚರ್ಚಿಸಿದರು. <box>1072 511 1273 605</box>
medical-store-photo <box>73 1346 262 1464</box>
reading-photo <box>484 1208 695 1346</box>
cdpo-box <box>1082 822 1484 1135</box>
lead-photo <box>486 274 1060 595</box>
tractor-photo <box>1136 1528 1484 1906</box>
masthead-rule <box>73 125 1484 129</box>
issue-date: ಮಂಗಳವಾರ 20 ಜುಲೈ 2021 <box>1225 87 1484 114</box>
exam-body: ನಂಜನಗೂಡು, ಜು.19(ರವಿ)- ಎಸ್‌ಎಸ್‌ಎಲ್‌ಸಿ ಪರೀಕ್ಷೆ ನಡೆಯುತ್ತಿರುವ ಇಲ್ಲಿನ ಎಂಜಿಎಸ್ ಕೇಂದ್ರಕ್ಕೆ ತೆರೆ ಬಿದ್ದಿದೆ. ರಾಜ್ಯಾದ್ಯಂತ 2020-21ನೇ ಸಾಲಿನ ಎಸ್‌ಎಸ್‌ಎಲ್‌ಸಿ ಪರೀಕ್ಷೆ ಕೋವಿಡ್‌ನಿಂದ ಮಕ್ಕಳಲ್ಲಿ ಆತಂಕ ಮನೆ ಮಾಡಿತ್ತು. ಆದರೆ ರಾಜ್ಯ ಸರ್ಕಾರ ಪರೀಕ್ಷೆ ನಡೆಸಲು ತೀರ್ಮಾನಿಸಿ ವಿದ್ಯಾರ್ಥಿಗಳ ಹಿತ ಕಾಪಾಡಲು ಕ್ರಮ ಕೈಗೊಂಡಿತು. ಪ್ರತಿ ಕೊಠಡಿಯಲ್ಲಿ 12 ವಿದ್ಯಾರ್ಥಿಗಳಂತೆ ವ್ಯವಸ್ಥೆ ಮಾಡಲಾಗಿದ್ದು, ಥರ್ಮಲ್ ಸ್ಕ್ರೀನಿಂಗ್, ಸ್ಯಾನಿಟೈಸರ್ ವ್ಯವಸ್ಥೆ ಮಾಡಲಾಗಿತ್ತು. ಪರೀಕ್ಷಾ ಕೇಂದ್ರಗಳಲ್ಲಿ ಶಿಕ್ಷಕರು ವಿದ್ಯಾರ್ಥಿಗಳನ್ನು ಸ್ವಾಗತಿಸಿ ಧೈರ್ಯ ತುಂಬಿದರು. ಪೋಷಕರು ಕೂಡ ಪರೀಕ್ಷಾ ಕೇಂದ್ರದ ಬಳಿ ಹಾಜರಿದ್ದರು. ವಿದ್ಯಾರ್ಥಿಗಳು ಸಂತಸದಿಂದ ಪರೀಕ್ಷೆ ಬರೆದರು. ಪರೀಕ್ಷೆಗೆ ಆಗಮಿಸಿದ ವಿದ್ಯಾರ್ಥಿಗಳಿಗೆ ಮಾಸ್ಕ್ ವಿತರಿಸಲಾಯಿತು. <box>484 1551 783 1755</box>
congress-press-meet-image <box>689 2113 1271 2229</box>
middle-divider-2 <box>1130 1528 1132 1993</box>
congress-col-2: ಪಕ್ಷದಿಂದ ನೊಂದವರಿಗೆ ಸಹಾಯ ಹಸ್ತ ಚಾಚಲಾಗಿದೆ. ಕಾರ್ಯಕರ್ತರು ಪ್ರತಿ ಗ್ರಾಮದಲ್ಲೂ ಪಕ್ಷ ಸಂಘಟಿಸಬೇಕು. ಜಿಲ್ಲೆಯಲ್ಲಿ 12 ಲಕ್ಷಕ್ಕೂ ಹೆಚ್ಚು ಮಂದಿ ಲಸಿಕೆ ಪಡೆದಿದ್ದು ಇನ್ನೂ 15 ಸಾವಿರ ಕೊರೊನಾ ವಾರಿಯರ್ಸ್ ಜೀವ ಪಣಕ್ಕಿಟ್ಟು ಕೆಲಸ ಮಾಡುತ್ತಿದ್ದಾರೆ. ಕೇಂದ್ರ ಸರ್ಕಾರ 20 ಲಕ್ಷ ಕೋಟಿ ರೂ. ಪ್ಯಾಕೇಜ್ ಘೋಷಿಸಿದರೂ ಜನರಿಗೆ ತಲುಪಿಲ್ಲ ಎಂದು ಟೀಕಿಸಿದರು. <box>689 2235 879 2372</box>
medical-story-lead: ಹುಣಸೂರು, ಜು.19(ಕೆಕೆ)- ಮೆಡಿಕಲ್ ಸ್ಟೋರ್ ಬಾಗಿಲು ಮುರಿದು 40 ಸಾವಿರ ರೂ. ದೋಚಿರುವ ಘಟನೆ ಪಟ್ಟಣದ ಕಾವೇರಿ ವೃತ್ತದಲ್ಲಿ ಭಾನುವಾರ ರಾತ್ರಿ ನಡೆದಿದೆ. <box>73 1286 465 1320</box>
page-label: ಪುಟ <box>80 92 100 108</box>
welcome-photo <box>73 1912 465 2113</box>
sidebar-top-headline: ನಾಯಕತ್ವ ಬದಲಾವಣೆ ವಿಚಾರ: ಸಿಪಿವೈ ಮೌನ <box>1073 227 1482 263</box>
